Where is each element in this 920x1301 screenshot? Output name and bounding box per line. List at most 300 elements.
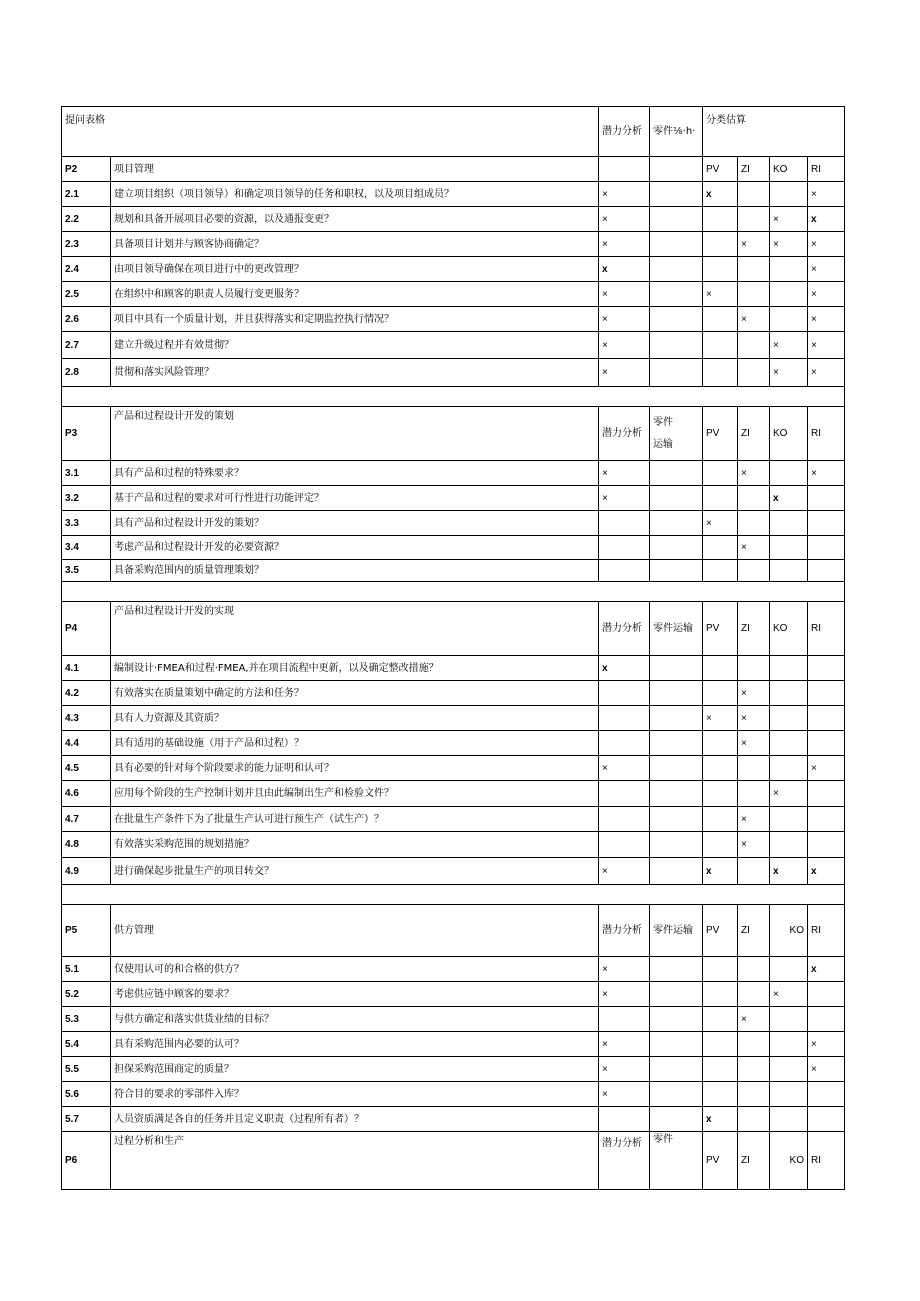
col-parts-line2: 运输: [653, 438, 673, 450]
section-header-row: [62, 1132, 845, 1190]
mark-ko: [770, 282, 808, 307]
mark-pv: [703, 656, 738, 681]
question-number: 3.2: [62, 486, 111, 511]
mark-potential-analysis: ×: [599, 1057, 650, 1082]
mark-ko: [770, 1057, 808, 1082]
question-row: [62, 486, 845, 511]
question-text: 符合目的要求的零部件入库？: [111, 1082, 599, 1107]
mark-zi: ×: [738, 1007, 770, 1032]
mark-ri: ×: [808, 307, 845, 332]
question-row: [62, 756, 845, 781]
mark-pv: [703, 232, 738, 257]
mark-parts-transport: [650, 560, 703, 582]
mark-parts-transport: [650, 207, 703, 232]
category-ko: KO: [770, 407, 808, 461]
section-code: P6: [62, 1132, 111, 1190]
question-text: 具备项目计划并与顾客协商确定？: [111, 232, 599, 257]
mark-ri: ×: [808, 257, 845, 282]
mark-pv: [703, 1057, 738, 1082]
question-text: 编制设计·FMEA和过程·FMEA,并在项目流程中更新，以及确定整改措施？: [111, 656, 599, 681]
mark-ko: [770, 832, 808, 858]
mark-ri: [808, 706, 845, 731]
question-number: 3.5: [62, 560, 111, 582]
question-row: [62, 536, 845, 560]
mark-potential-analysis: [599, 681, 650, 706]
mark-ko: [770, 807, 808, 832]
header-row: [62, 107, 845, 131]
mark-ri: ×: [808, 1057, 845, 1082]
mark-pv: [703, 461, 738, 486]
mark-parts-transport: [650, 1057, 703, 1082]
classification-label: 分类估算: [703, 107, 845, 131]
mark-zi: [738, 781, 770, 807]
mark-potential-analysis: ×: [599, 207, 650, 232]
spacer-cell: [62, 387, 845, 407]
mark-ri: [808, 1082, 845, 1107]
question-number: 5.6: [62, 1082, 111, 1107]
mark-zi: ×: [738, 681, 770, 706]
question-text: 规划和具备开展项目必要的资源，以及通报变更？: [111, 207, 599, 232]
question-text: 具备采购范围内的质量管理策划？: [111, 560, 599, 582]
mark-ko: [770, 1082, 808, 1107]
section-title: 项目管理: [111, 157, 599, 182]
question-row: [62, 656, 845, 681]
mark-pv: [703, 359, 738, 387]
question-number: 2.8: [62, 359, 111, 387]
question-row: [62, 282, 845, 307]
category-zi: ZI: [738, 157, 770, 182]
question-number: 4.4: [62, 731, 111, 756]
mark-pv: [703, 681, 738, 706]
mark-parts-transport: [650, 681, 703, 706]
mark-zi: [738, 332, 770, 359]
question-number: 4.6: [62, 781, 111, 807]
section-header-row: [62, 602, 845, 656]
mark-parts-transport: [650, 511, 703, 536]
question-number: 2.3: [62, 232, 111, 257]
question-row: [62, 1057, 845, 1082]
question-row: [62, 511, 845, 536]
mark-parts-transport: [650, 858, 703, 885]
mark-parts-transport: [650, 307, 703, 332]
mark-ri: [808, 807, 845, 832]
mark-parts-transport: [650, 232, 703, 257]
question-number: 3.4: [62, 536, 111, 560]
mark-parts-transport: [650, 461, 703, 486]
col-potential-analysis: 潜力分析: [599, 107, 650, 157]
col-parts-transport: 零件运输: [650, 905, 703, 957]
question-number: 5.2: [62, 982, 111, 1007]
mark-ri: [808, 656, 845, 681]
mark-ko: ×: [770, 359, 808, 387]
mark-ri: x: [808, 957, 845, 982]
mark-zi: ×: [738, 232, 770, 257]
mark-ko: [770, 560, 808, 582]
question-number: 2.6: [62, 307, 111, 332]
mark-parts-transport: [650, 807, 703, 832]
mark-pv: [703, 731, 738, 756]
mark-ri: [808, 511, 845, 536]
question-text: 具有产品和过程设计开发的策划？: [111, 511, 599, 536]
question-text: 基于产品和过程的要求对可行性进行功能评定？: [111, 486, 599, 511]
mark-parts-transport: [650, 832, 703, 858]
question-row: [62, 957, 845, 982]
mark-ko: [770, 656, 808, 681]
question-text: 仅使用认可的和合格的供方？: [111, 957, 599, 982]
question-row: [62, 681, 845, 706]
mark-pv: x: [703, 182, 738, 207]
category-pv: PV: [703, 905, 738, 957]
mark-ri: ×: [808, 756, 845, 781]
mark-zi: [738, 257, 770, 282]
mark-ri: [808, 731, 845, 756]
mark-zi: [738, 756, 770, 781]
question-text: 由项目领导确保在项目进行中的更改管理？: [111, 257, 599, 282]
mark-potential-analysis: [599, 807, 650, 832]
question-text: 担保采购范围商定的质量？: [111, 1057, 599, 1082]
question-row: [62, 731, 845, 756]
category-ri: RI: [808, 407, 845, 461]
mark-pv: [703, 207, 738, 232]
mark-pv: [703, 756, 738, 781]
category-ko: KO: [770, 905, 808, 957]
question-text: 进行确保起步批量生产的项目转交？: [111, 858, 599, 885]
mark-zi: [738, 282, 770, 307]
mark-parts-transport: [650, 359, 703, 387]
section-header-row: [62, 905, 845, 957]
mark-ko: ×: [770, 332, 808, 359]
question-text: 考虑产品和过程设计开发的必要资源？: [111, 536, 599, 560]
mark-potential-analysis: ×: [599, 1082, 650, 1107]
mark-ko: [770, 307, 808, 332]
mark-zi: [738, 560, 770, 582]
mark-ko: [770, 1007, 808, 1032]
question-text: 项目中具有一个质量计划，并且获得落实和定期监控执行情况？: [111, 307, 599, 332]
mark-pv: [703, 957, 738, 982]
mark-ri: ×: [808, 359, 845, 387]
mark-pv: [703, 781, 738, 807]
mark-zi: [738, 207, 770, 232]
question-text: 人员资质满足各自的任务并且定义职责（过程所有者）？: [111, 1107, 599, 1132]
question-number: 2.7: [62, 332, 111, 359]
mark-pv: [703, 1082, 738, 1107]
mark-parts-transport: [650, 706, 703, 731]
mark-zi: ×: [738, 731, 770, 756]
category-zi: ZI: [738, 905, 770, 957]
classification-spacer: [703, 131, 845, 157]
mark-zi: [738, 359, 770, 387]
mark-parts-transport: [650, 656, 703, 681]
mark-zi: [738, 858, 770, 885]
mark-zi: [738, 1057, 770, 1082]
mark-pv: [703, 332, 738, 359]
question-row: [62, 1032, 845, 1057]
question-row: [62, 560, 845, 582]
question-row: [62, 706, 845, 731]
mark-ko: [770, 182, 808, 207]
col-potential-analysis: 潜力分析: [599, 602, 650, 656]
mark-ri: [808, 560, 845, 582]
mark-potential-analysis: [599, 1007, 650, 1032]
question-text: 具有人力资源及其资质？: [111, 706, 599, 731]
category-ri: RI: [808, 1132, 845, 1190]
questionnaire-table: [61, 106, 845, 1190]
mark-parts-transport: [650, 756, 703, 781]
question-number: 4.5: [62, 756, 111, 781]
mark-ri: ×: [808, 1032, 845, 1057]
mark-pv: x: [703, 1107, 738, 1132]
question-text: 在组织中和顾客的职责人员履行变更服务？: [111, 282, 599, 307]
mark-pv: ×: [703, 706, 738, 731]
question-row: [62, 982, 845, 1007]
question-number: 4.3: [62, 706, 111, 731]
question-number: 4.9: [62, 858, 111, 885]
col-parts-transport: [650, 407, 703, 461]
mark-pv: [703, 832, 738, 858]
mark-pv: [703, 486, 738, 511]
mark-potential-analysis: ×: [599, 486, 650, 511]
mark-ko: x: [770, 486, 808, 511]
mark-zi: [738, 957, 770, 982]
question-row: [62, 461, 845, 486]
form-label: 提问表格: [62, 107, 599, 157]
mark-ri: [808, 1107, 845, 1132]
mark-ri: x: [808, 207, 845, 232]
question-row: [62, 307, 845, 332]
question-row: [62, 781, 845, 807]
question-row: [62, 207, 845, 232]
mark-ri: ×: [808, 282, 845, 307]
question-row: [62, 858, 845, 885]
mark-ko: [770, 731, 808, 756]
mark-parts-transport: [650, 257, 703, 282]
mark-ri: [808, 486, 845, 511]
category-ri: RI: [808, 905, 845, 957]
mark-ri: ×: [808, 332, 845, 359]
mark-pv: [703, 307, 738, 332]
section-code: P5: [62, 905, 111, 957]
mark-pv: [703, 1032, 738, 1057]
question-number: 2.1: [62, 182, 111, 207]
mark-parts-transport: [650, 282, 703, 307]
mark-potential-analysis: ×: [599, 461, 650, 486]
mark-potential-analysis: [599, 1107, 650, 1132]
mark-zi: ×: [738, 706, 770, 731]
mark-ko: [770, 957, 808, 982]
mark-parts-transport: [650, 1032, 703, 1057]
mark-potential-analysis: ×: [599, 282, 650, 307]
mark-zi: [738, 1082, 770, 1107]
mark-ri: [808, 832, 845, 858]
mark-potential-analysis: x: [599, 656, 650, 681]
col-parts-transport: 零件: [650, 1132, 703, 1190]
mark-ko: [770, 1032, 808, 1057]
section-header-row: [62, 157, 845, 182]
mark-pv: [703, 257, 738, 282]
question-row: [62, 182, 845, 207]
category-ko: KO: [770, 1132, 808, 1190]
question-row: [62, 232, 845, 257]
mark-ri: [808, 536, 845, 560]
question-number: 5.1: [62, 957, 111, 982]
question-text: 应用每个阶段的生产控制计划并且由此编制出生产和检验文件？: [111, 781, 599, 807]
section-title: 产品和过程设计开发的策划: [111, 407, 599, 461]
question-text: 在批量生产条件下为了批量生产认可进行预生产（试生产）？: [111, 807, 599, 832]
mark-potential-analysis: ×: [599, 232, 650, 257]
question-number: 3.1: [62, 461, 111, 486]
mark-zi: [738, 486, 770, 511]
mark-parts-transport: [650, 536, 703, 560]
section-code: P2: [62, 157, 111, 182]
mark-zi: [738, 1107, 770, 1132]
mark-zi: ×: [738, 307, 770, 332]
question-row: [62, 832, 845, 858]
question-text: 具有必要的针对每个阶段要求的能力证明和认可？: [111, 756, 599, 781]
mark-zi: ×: [738, 461, 770, 486]
question-number: 2.2: [62, 207, 111, 232]
mark-pv: [703, 536, 738, 560]
section-title: 产品和过程设计开发的实现: [111, 602, 599, 656]
mark-parts-transport: [650, 1007, 703, 1032]
question-number: 2.4: [62, 257, 111, 282]
mark-ko: x: [770, 858, 808, 885]
mark-potential-analysis: [599, 560, 650, 582]
section-code: P4: [62, 602, 111, 656]
mark-ri: x: [808, 858, 845, 885]
mark-pv: [703, 560, 738, 582]
category-ri: RI: [808, 157, 845, 182]
mark-zi: ×: [738, 832, 770, 858]
mark-parts-transport: [650, 1082, 703, 1107]
mark-zi: [738, 982, 770, 1007]
question-number: 4.1: [62, 656, 111, 681]
question-number: 3.3: [62, 511, 111, 536]
question-row: [62, 359, 845, 387]
mark-ri: ×: [808, 232, 845, 257]
mark-ko: ×: [770, 207, 808, 232]
question-number: 5.7: [62, 1107, 111, 1132]
spacer-cell: [62, 582, 845, 602]
mark-potential-analysis: [599, 781, 650, 807]
mark-potential-analysis: ×: [599, 982, 650, 1007]
mark-ri: [808, 1007, 845, 1032]
section-empty: [599, 157, 650, 182]
section-title: 过程分析和生产: [111, 1132, 599, 1190]
mark-pv: ×: [703, 282, 738, 307]
question-text: 具有采购范围内必要的认可？: [111, 1032, 599, 1057]
mark-ri: [808, 681, 845, 706]
mark-potential-analysis: ×: [599, 957, 650, 982]
mark-ko: [770, 756, 808, 781]
category-pv: PV: [703, 157, 738, 182]
mark-potential-analysis: [599, 731, 650, 756]
mark-potential-analysis: [599, 536, 650, 560]
mark-zi: [738, 656, 770, 681]
mark-pv: [703, 1007, 738, 1032]
mark-ri: [808, 781, 845, 807]
mark-potential-analysis: ×: [599, 307, 650, 332]
mark-ko: [770, 681, 808, 706]
question-text: 有效落实采购范围的规划措施？: [111, 832, 599, 858]
col-potential-analysis: 潜力分析: [599, 407, 650, 461]
section-empty: [650, 157, 703, 182]
category-zi: ZI: [738, 1132, 770, 1190]
mark-ri: ×: [808, 461, 845, 486]
category-zi: ZI: [738, 407, 770, 461]
mark-potential-analysis: ×: [599, 359, 650, 387]
question-text: 有效落实在质量策划中确定的方法和任务？: [111, 681, 599, 706]
mark-ko: [770, 461, 808, 486]
mark-pv: x: [703, 858, 738, 885]
question-number: 4.2: [62, 681, 111, 706]
mark-pv: ×: [703, 511, 738, 536]
question-text: 与供方确定和落实供货业绩的目标？: [111, 1007, 599, 1032]
section-title: 供方管理: [111, 905, 599, 957]
spacer-row: [62, 387, 845, 407]
mark-zi: [738, 182, 770, 207]
question-number: 5.4: [62, 1032, 111, 1057]
spacer-row: [62, 582, 845, 602]
question-number: 5.3: [62, 1007, 111, 1032]
mark-parts-transport: [650, 182, 703, 207]
mark-potential-analysis: [599, 511, 650, 536]
mark-parts-transport: [650, 1107, 703, 1132]
col-potential-analysis: 潜力分析: [599, 905, 650, 957]
section-code: P3: [62, 407, 111, 461]
mark-potential-analysis: ×: [599, 1032, 650, 1057]
mark-parts-transport: [650, 731, 703, 756]
category-ri: RI: [808, 602, 845, 656]
mark-zi: [738, 511, 770, 536]
question-row: [62, 1107, 845, 1132]
mark-parts-transport: [650, 486, 703, 511]
question-text: 考虑供应链中顾客的要求？: [111, 982, 599, 1007]
category-zi: ZI: [738, 602, 770, 656]
mark-parts-transport: [650, 982, 703, 1007]
question-text: 贯彻和落实风险管理？: [111, 359, 599, 387]
mark-potential-analysis: ×: [599, 756, 650, 781]
question-row: [62, 257, 845, 282]
mark-potential-analysis: [599, 706, 650, 731]
question-text: 具有适用的基础设施（用于产品和过程）？: [111, 731, 599, 756]
mark-pv: [703, 807, 738, 832]
category-pv: PV: [703, 407, 738, 461]
category-pv: PV: [703, 602, 738, 656]
mark-potential-analysis: ×: [599, 858, 650, 885]
question-row: [62, 807, 845, 832]
question-row: [62, 1007, 845, 1032]
question-text: 建立升级过程并有效贯彻？: [111, 332, 599, 359]
col-parts-transport: 零件⅛·h·: [650, 107, 703, 157]
mark-zi: ×: [738, 807, 770, 832]
mark-zi: ×: [738, 536, 770, 560]
question-number: 4.8: [62, 832, 111, 858]
category-ko: KO: [770, 157, 808, 182]
category-pv: PV: [703, 1132, 738, 1190]
mark-ri: [808, 982, 845, 1007]
question-number: 5.5: [62, 1057, 111, 1082]
mark-pv: [703, 982, 738, 1007]
mark-parts-transport: [650, 957, 703, 982]
mark-zi: [738, 1032, 770, 1057]
question-text: 具有产品和过程的特殊要求？: [111, 461, 599, 486]
question-number: 2.5: [62, 282, 111, 307]
col-parts-transport: 零件运输: [650, 602, 703, 656]
question-text: 建立项目组织（项目领导）和确定项目领导的任务和职权，以及项目组成员？: [111, 182, 599, 207]
category-ko: KO: [770, 602, 808, 656]
mark-ko: ×: [770, 982, 808, 1007]
mark-parts-transport: [650, 781, 703, 807]
